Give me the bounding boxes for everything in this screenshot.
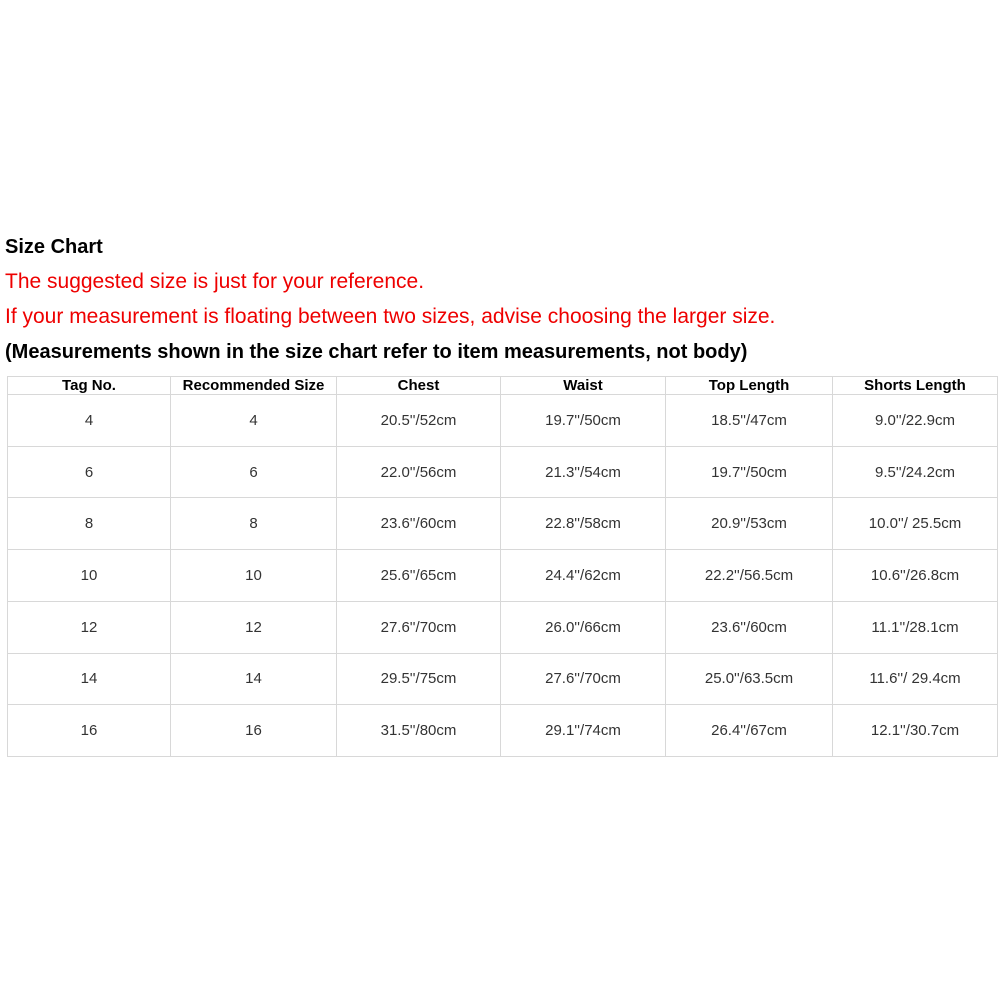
size-table: [7, 376, 998, 757]
table-cell: 26.4''/67cm: [666, 705, 833, 757]
table-cell: 29.1''/74cm: [501, 705, 666, 757]
table-cell: 8: [8, 498, 171, 550]
table-cell: 23.6''/60cm: [666, 601, 833, 653]
table-cell: 27.6''/70cm: [501, 653, 666, 705]
column-header: Recommended Size: [171, 377, 337, 395]
table-cell: 6: [8, 446, 171, 498]
table-cell: 12: [8, 601, 171, 653]
table-cell: 19.7''/50cm: [666, 446, 833, 498]
table-cell: 11.1''/28.1cm: [833, 601, 998, 653]
table-cell: 9.0''/22.9cm: [833, 395, 998, 447]
size-table-header: [8, 377, 998, 395]
header-row: [8, 377, 998, 395]
note-item-measurements: (Measurements shown in the size chart refer to item measurements, not body): [5, 341, 748, 363]
table-cell: 10.6''/26.8cm: [833, 550, 998, 602]
table-cell: 20.5''/52cm: [337, 395, 501, 447]
column-header: Chest: [337, 377, 501, 395]
table-cell: 25.6''/65cm: [337, 550, 501, 602]
note-reference: The suggested size is just for your reference.: [5, 270, 425, 293]
table-cell: 10: [8, 550, 171, 602]
table-cell: 31.5''/80cm: [337, 705, 501, 757]
table-row: [8, 498, 998, 550]
table-cell: 26.0''/66cm: [501, 601, 666, 653]
table-cell: 6: [171, 446, 337, 498]
table-cell: 4: [8, 395, 171, 447]
table-cell: 27.6''/70cm: [337, 601, 501, 653]
table-cell: 11.6''/ 29.4cm: [833, 653, 998, 705]
table-cell: 12: [171, 601, 337, 653]
column-header: Top Length: [666, 377, 833, 395]
table-cell: 20.9''/53cm: [666, 498, 833, 550]
table-cell: 24.4''/62cm: [501, 550, 666, 602]
table-cell: 22.8''/58cm: [501, 498, 666, 550]
page-title: Size Chart: [5, 236, 103, 258]
note-larger-size: If your measurement is floating between two sizes, advise choosing the larger size.: [5, 305, 776, 328]
table-cell: 21.3''/54cm: [501, 446, 666, 498]
table-cell: 29.5''/75cm: [337, 653, 501, 705]
table-cell: 9.5''/24.2cm: [833, 446, 998, 498]
table-cell: 4: [171, 395, 337, 447]
table-cell: 12.1''/30.7cm: [833, 705, 998, 757]
table-cell: 25.0''/63.5cm: [666, 653, 833, 705]
table-cell: 18.5''/47cm: [666, 395, 833, 447]
column-header: Shorts Length: [833, 377, 998, 395]
table-row: [8, 601, 998, 653]
table-row: [8, 705, 998, 757]
table-row: [8, 653, 998, 705]
table-row: [8, 395, 998, 447]
table-cell: 16: [171, 705, 337, 757]
table-cell: 23.6''/60cm: [337, 498, 501, 550]
table-cell: 16: [8, 705, 171, 757]
table-cell: 14: [8, 653, 171, 705]
table-cell: 19.7''/50cm: [501, 395, 666, 447]
table-row: [8, 446, 998, 498]
column-header: Tag No.: [8, 377, 171, 395]
table-cell: 10: [171, 550, 337, 602]
table-cell: 22.2''/56.5cm: [666, 550, 833, 602]
table-cell: 14: [171, 653, 337, 705]
table-cell: 8: [171, 498, 337, 550]
size-table-body: [8, 395, 998, 757]
table-row: [8, 550, 998, 602]
table-cell: 22.0''/56cm: [337, 446, 501, 498]
table-cell: 10.0''/ 25.5cm: [833, 498, 998, 550]
column-header: Waist: [501, 377, 666, 395]
